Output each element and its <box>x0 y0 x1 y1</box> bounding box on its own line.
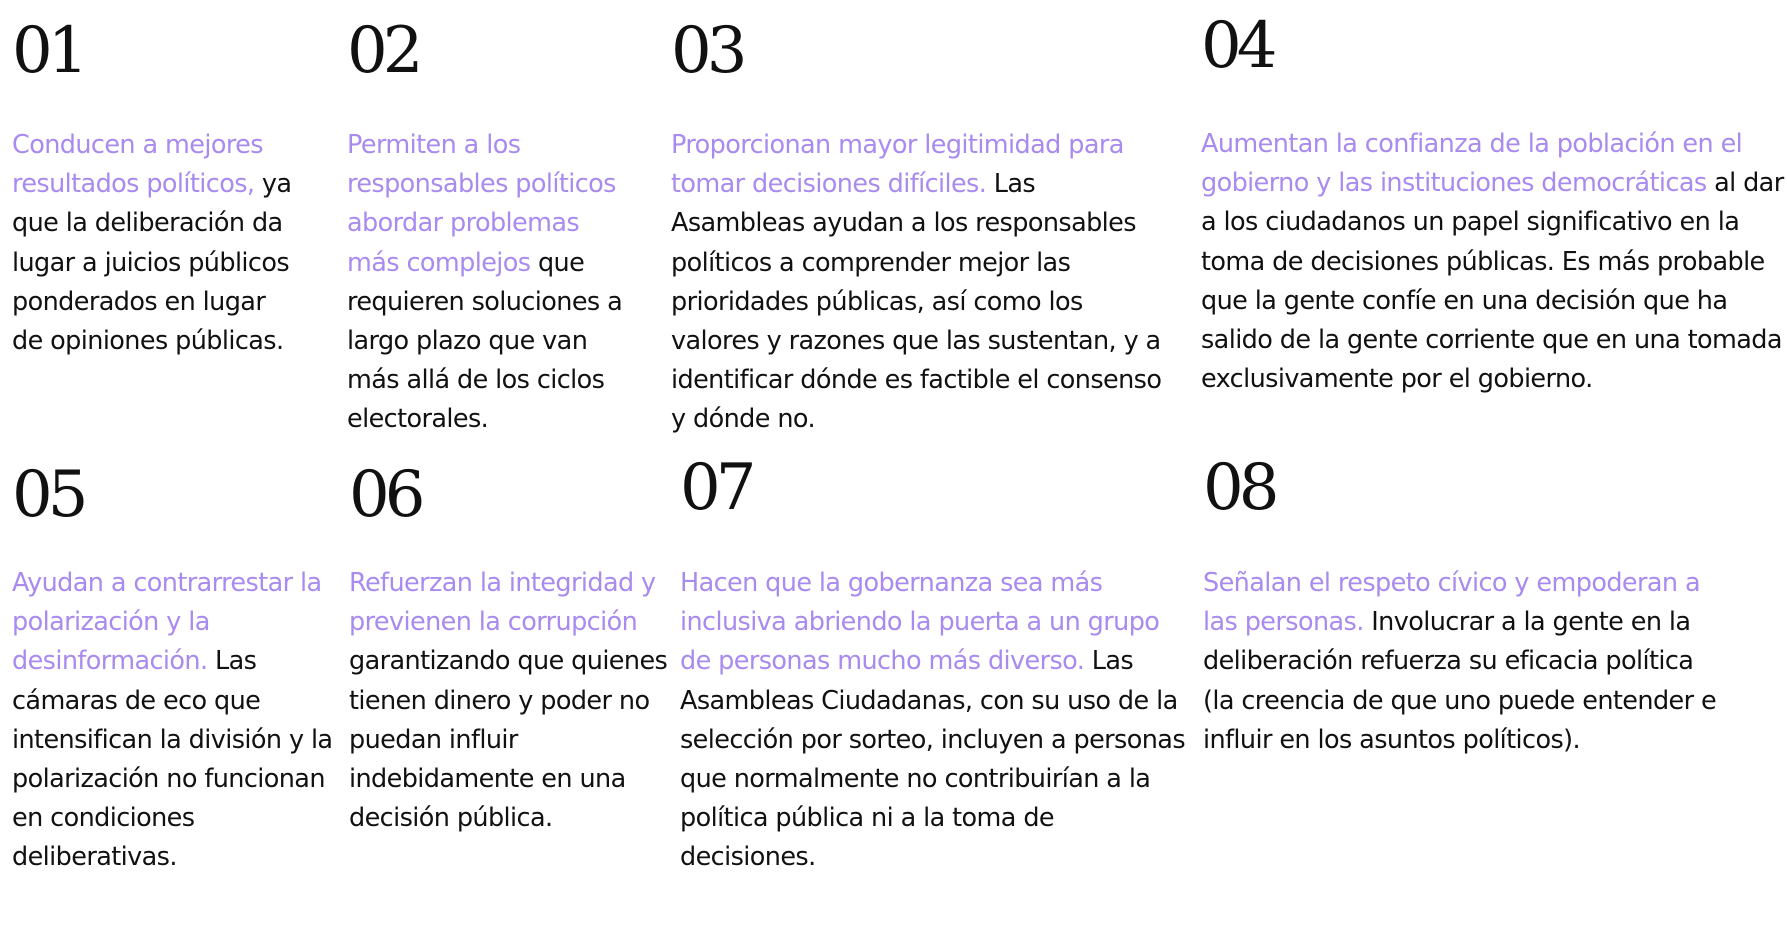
item-text <box>1201 125 1787 399</box>
item-text <box>12 564 347 878</box>
benefit-item-06 <box>349 458 668 834</box>
benefit-item-02 <box>347 14 623 435</box>
item-highlight: Aumentan la confianza de la población en el gobierno y las instituciones democráticas <box>1201 129 1743 199</box>
item-text <box>347 126 637 440</box>
benefit-item-01 <box>12 14 292 357</box>
item-body: al dar a los ciudadanos un papel significativo en la toma de decisiones públicas. Es más probable que la gente confíe en una decisión que ha salido de la gente corriente que en una tomada exclusivamente por el gobierno. <box>1201 168 1784 395</box>
item-highlight: Conducen a mejores resultados políticos, <box>12 130 263 200</box>
item-highlight: Refuerzan la integridad y previenen la corrupción <box>349 568 656 638</box>
item-number: 04 <box>1201 9 1273 83</box>
item-body: Las cámaras de eco que intensifican la división y la polarización no funcionan en condiciones deliberativas. <box>12 646 333 873</box>
item-highlight: Hacen que la gobernanza sea más inclusiva abriendo la puerta a un grupo de personas mucho más diverso. <box>680 568 1160 677</box>
item-number: 06 <box>349 458 421 532</box>
item-text <box>12 126 302 361</box>
item-body: que requieren soluciones a largo plazo que van más allá de los ciclos electorales. <box>347 247 623 435</box>
item-highlight: Proporcionan mayor legitimidad para tomar decisiones difíciles. <box>671 130 1124 200</box>
benefit-item-08 <box>1203 451 1717 755</box>
item-text <box>680 564 1185 878</box>
benefit-item-03 <box>671 14 1162 435</box>
item-body: Las Asambleas Ciudadanas, con su uso de la selección por sorteo, incluyen a personas que normalmente no contribuirían a la política pública ni a la toma de decisiones. <box>680 646 1185 873</box>
item-highlight: Permiten a los responsables políticos abordar problemas más complejos <box>347 130 616 278</box>
item-number: 02 <box>347 14 419 88</box>
item-number: 05 <box>12 458 84 532</box>
benefit-item-05 <box>12 458 333 873</box>
item-body: Involucrar a la gente en la deliberación refuerza su eficacia política (la creencia de que uno puede entender e influir en los asuntos políticos). <box>1203 607 1717 755</box>
item-highlight: Señalan el respeto cívico y empoderan a las personas. <box>1203 568 1700 638</box>
item-text <box>349 564 669 838</box>
item-number: 03 <box>671 14 743 88</box>
benefit-item-07 <box>680 451 1185 873</box>
item-body: ya que la deliberación da lugar a juicios públicos ponderados en lugar de opiniones públicas. <box>12 169 292 357</box>
item-highlight: Ayudan a contrarrestar la polarización y la desinformación. <box>12 568 322 677</box>
item-text <box>671 126 1176 440</box>
benefit-item-04 <box>1201 9 1784 395</box>
item-body: garantizando que quienes tienen dinero y poder no puedan influir indebidamente en una decisión pública. <box>349 646 668 834</box>
item-number: 08 <box>1203 451 1275 525</box>
item-body: Las Asambleas ayudan a los responsables políticos a comprender mejor las prioridades públicas, así como los valores y razones que las sustentan, y a identificar dónde es factible el consenso y dónde no. <box>671 169 1162 435</box>
item-number: 01 <box>12 14 84 88</box>
item-text <box>1203 564 1723 760</box>
item-number: 07 <box>680 451 752 525</box>
